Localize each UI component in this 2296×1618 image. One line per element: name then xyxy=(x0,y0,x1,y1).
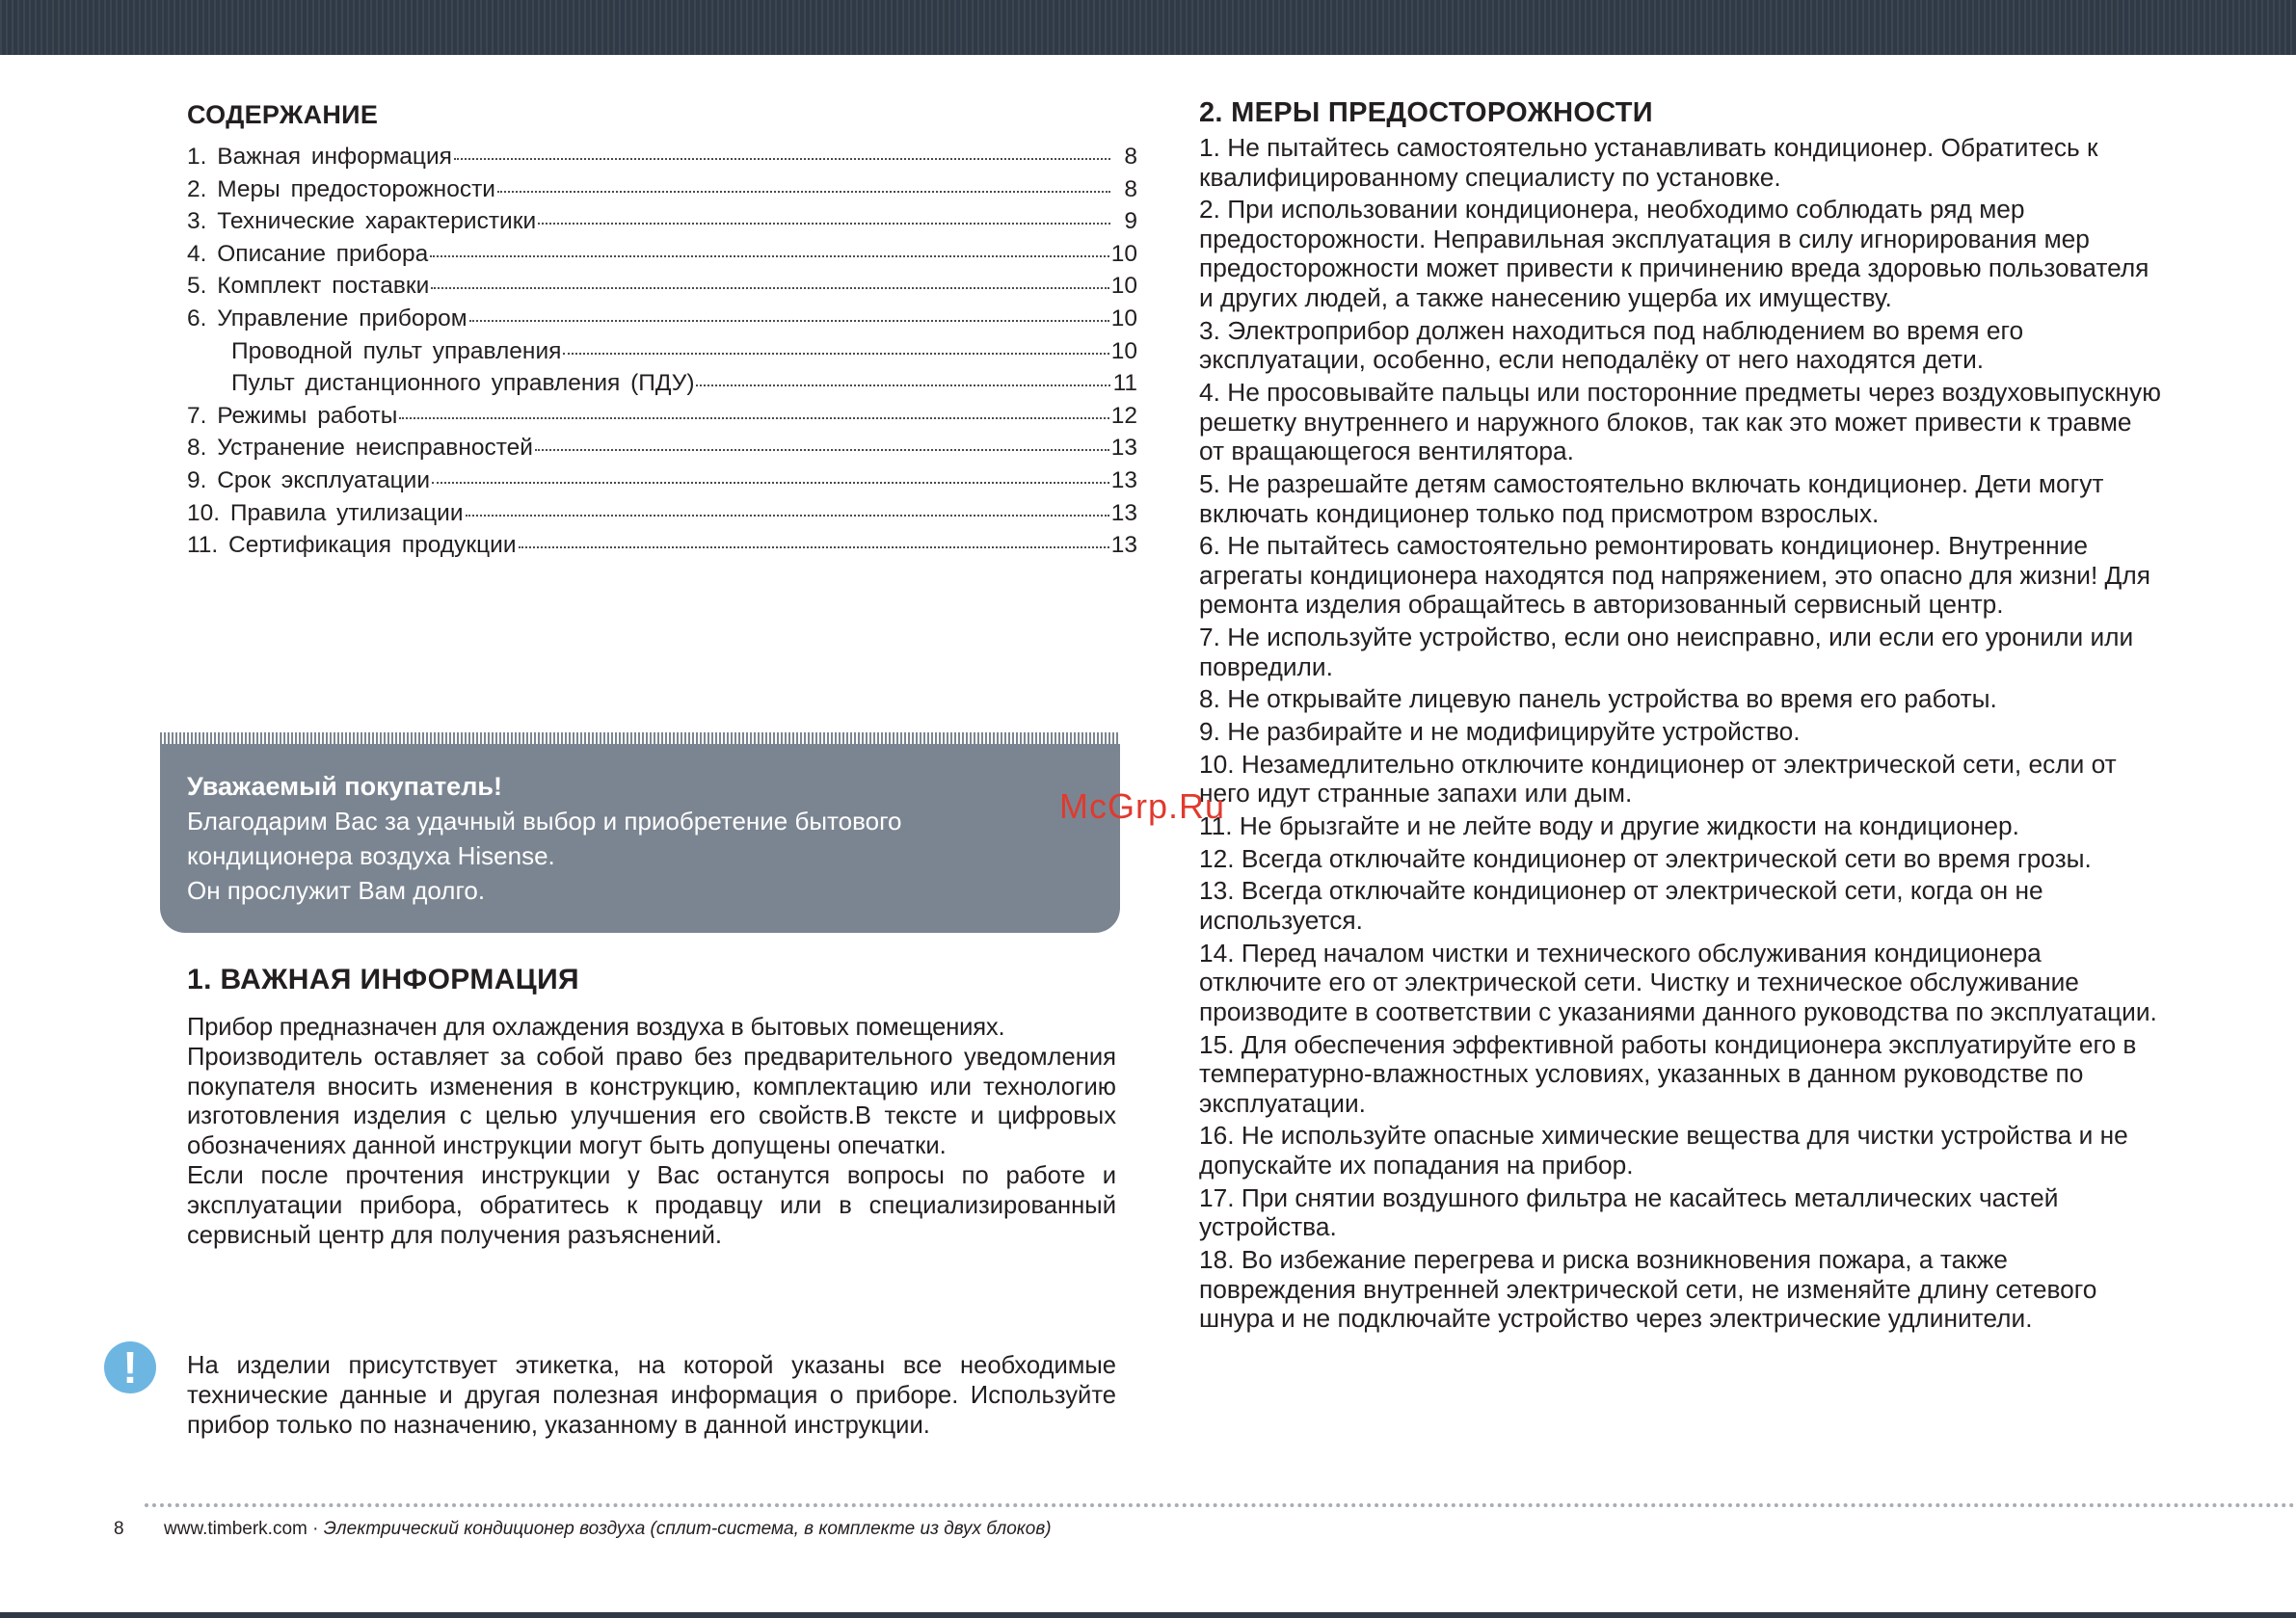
precaution-item: 14. Перед началом чистки и технического обслуживания кондиционера отключите его от электрической сети. Чистку и техническое обслуживание производите в соответствии с указаниями данного руководства по эксплуатации. xyxy=(1199,938,2157,1026)
toc-item[interactable] xyxy=(187,205,1137,238)
greeting-line: кондиционера воздуха Hisense. xyxy=(187,841,555,870)
toc-leader xyxy=(535,449,1109,451)
toc-item[interactable] xyxy=(187,497,1137,530)
precaution-item: 3. Электроприбор должен находиться под наблюдением во время его эксплуатации, особенно, если неподалёку от него находятся дети. xyxy=(1199,315,2024,375)
toc-item[interactable] xyxy=(187,432,1137,464)
notice-text: На изделии присутствует этикетка, на которой указаны все необходимые технические данные и другая полезная информация о приборе. Используйте прибор только по назначению, указанному в данной инструкции. xyxy=(187,1352,1116,1439)
section1-body xyxy=(187,1013,1116,1250)
section1-paragraph: Производитель оставляет за собой право без предварительного уведомления покупателя вносить изменения в конструкцию, комплектацию или технологию изготовления изделия с целью улучшения его свойств.В тексте и цифровых обозначениях данной инструкции могут быть допущены опечатки. xyxy=(187,1043,1116,1160)
precaution-item: 18. Во избежание перегрева и риска возникновения пожара, а также повреждения внутренней электрической сети, не изменяйте длину сетевого шнура и не подключайте устройство через электрические удлинители. xyxy=(1199,1244,2097,1334)
toc-item[interactable] xyxy=(187,400,1137,433)
toc-leader xyxy=(399,417,1108,419)
toc-list xyxy=(187,141,1137,562)
precaution-item: 8. Не открывайте лицевую панель устройства во время его работы. xyxy=(1199,684,1997,714)
toc-label: Проводной пульт управления xyxy=(231,337,562,364)
precaution-item: 12. Всегда отключайте кондиционер от электрической сети во время грозы. xyxy=(1199,843,2092,873)
precaution-item: 16. Не используйте опасные химические вещества для чистки устройства и не допускайте их попадания на прибор. xyxy=(1199,1121,2128,1180)
precaution-item: 11. Не брызгайте и не лейте воду и другие жидкости на кондиционер. xyxy=(1199,811,2019,840)
toc-leader xyxy=(497,191,1110,193)
exclamation-icon: ! xyxy=(104,1341,156,1393)
toc-label: 11. Сертификация продукции xyxy=(187,532,517,559)
toc-item[interactable] xyxy=(187,238,1137,271)
toc-leader xyxy=(696,385,1110,386)
precaution-item: 1. Не пытайтесь самостоятельно устанавливать кондиционер. Обратитесь к квалифицированному специалисту по установке. xyxy=(1199,133,2098,192)
precaution-item: 2. При использовании кондиционера, необходимо соблюдать ряд мер предосторожности. Неправильная эксплуатация в силу игнорирования мер предосторожности может привести к причинению вреда здоровью пользователя и других людей, а также нанесению ущерба их имуществу. xyxy=(1199,195,2149,313)
toc-leader xyxy=(563,353,1108,355)
toc-item[interactable] xyxy=(187,141,1137,173)
toc-item[interactable] xyxy=(187,303,1137,335)
toc-label: 2. Меры предосторожности xyxy=(187,175,495,202)
toc-label: 7. Режимы работы xyxy=(187,402,398,429)
greeting-line: Он прослужит Вам долго. xyxy=(187,876,486,905)
toc-label: 6. Управление прибором xyxy=(187,305,467,332)
toc-leader xyxy=(431,287,1108,289)
toc-page: 13 xyxy=(1110,532,1137,559)
toc-page: 9 xyxy=(1124,208,1137,235)
toc-item[interactable] xyxy=(187,529,1137,562)
toc-leader xyxy=(519,546,1109,548)
toc-label: Пульт дистанционного управления (ПДУ) xyxy=(231,370,695,397)
toc-leader xyxy=(454,158,1110,160)
footer-site-link[interactable]: www.timberk.com xyxy=(164,1519,307,1539)
toc-page: 8 xyxy=(1124,144,1137,170)
toc-label: 9. Срок эксплуатации xyxy=(187,466,431,493)
toc-leader xyxy=(538,223,1110,225)
footer-caption: Электрический кондиционер воздуха (сплит-система, в комплекте из двух блоков) xyxy=(323,1519,1052,1539)
section1-title: 1. ВАЖНАЯ ИНФОРМАЦИЯ xyxy=(187,964,580,995)
precaution-item: 4. Не просовывайте пальцы или посторонние предметы через воздуховыпускную решетку внутреннего и наружного блоков, так как это может привести к травме от вращающегося вентилятора. xyxy=(1199,378,2161,466)
toc-label: 5. Комплект поставки xyxy=(187,273,430,300)
precaution-item: 15. Для обеспечения эффективной работы кондиционера эксплуатируйте его в температурно-влажностных условиях, указанных в данном руководстве по эксплуатации. xyxy=(1199,1029,2137,1118)
precautions-list xyxy=(1199,133,2163,1337)
section1-paragraph: Если после прочтения инструкции у Вас останутся вопросы по работе и эксплуатации прибора, обратитесь к продавцу или в специализированный сервисный центр для получения разъяснений. xyxy=(187,1161,1116,1249)
footer-divider xyxy=(145,1503,2296,1507)
toc-leader xyxy=(466,515,1109,517)
toc-page: 11 xyxy=(1112,370,1137,397)
section2-title: 2. МЕРЫ ПРЕДОСТОРОЖНОСТИ xyxy=(1199,97,1653,128)
toc-page: 13 xyxy=(1110,466,1137,493)
toc-item[interactable] xyxy=(187,173,1137,206)
footer-text xyxy=(164,1519,1052,1540)
toc-leader xyxy=(469,320,1109,322)
toc-page: 8 xyxy=(1124,175,1137,202)
toc-label: 10. Правила утилизации xyxy=(187,499,464,526)
toc-subitem[interactable] xyxy=(187,367,1137,400)
greeting-line: Благодарим Вас за удачный выбор и приобретение бытового xyxy=(187,807,902,836)
toc-item[interactable] xyxy=(187,270,1137,303)
toc-label: 8. Устранение неисправностей xyxy=(187,435,533,462)
toc-page: 13 xyxy=(1110,435,1137,462)
toc-page: 12 xyxy=(1110,402,1137,429)
toc-label: 4. Описание прибора xyxy=(187,240,429,267)
precaution-item: 7. Не используйте устройство, если оно неисправно, или если его уронили или повредили. xyxy=(1199,623,2134,681)
footer-separator: · xyxy=(307,1519,324,1539)
toc-label: 1. Важная информация xyxy=(187,144,452,170)
toc-page: 10 xyxy=(1110,305,1137,332)
toc-leader xyxy=(430,255,1108,257)
toc-leader xyxy=(432,482,1109,484)
toc-subitem[interactable] xyxy=(187,335,1137,368)
toc-label: 3. Технические характеристики xyxy=(187,208,537,235)
greeting-box xyxy=(160,732,1120,933)
precaution-item: 13. Всегда отключайте кондиционер от электрической сети, когда он не используется. xyxy=(1199,876,2043,935)
toc-page: 10 xyxy=(1110,273,1137,300)
toc-page: 10 xyxy=(1110,337,1137,364)
toc-title: СОДЕРЖАНИЕ xyxy=(187,100,379,129)
greeting-title: Уважаемый покупатель! xyxy=(187,772,502,801)
precaution-item: 10. Незамедлительно отключите кондиционер от электрической сети, если от него идут странные запахи или дым. xyxy=(1199,749,2117,809)
precaution-item: 9. Не разбирайте и не модифицируйте устройство. xyxy=(1199,717,1801,747)
precaution-item: 6. Не пытайтесь самостоятельно ремонтировать кондиционер. Внутренние агрегаты кондиционера находятся под напряжением, это опасно для жизни! Для ремонта изделия обращайтесь в авторизованный сервисный центр. xyxy=(1199,531,2150,620)
precaution-item: 17. При снятии воздушного фильтра не касайтесь металлических частей устройства. xyxy=(1199,1182,2059,1242)
section1-paragraph: Прибор предназначен для охлаждения воздуха в бытовых помещениях. xyxy=(187,1014,1005,1041)
toc-page: 13 xyxy=(1110,499,1137,526)
top-bar xyxy=(0,0,2296,55)
page-number: 8 xyxy=(114,1519,124,1539)
precaution-item: 5. Не разрешайте детям самостоятельно включать кондиционер. Дети могут включать кондиционер только под присмотром взрослых. xyxy=(1199,468,2104,528)
bottom-bar xyxy=(0,1612,2296,1618)
toc-page: 10 xyxy=(1110,240,1137,267)
toc-item[interactable] xyxy=(187,464,1137,497)
watermark: McGrp.Ru xyxy=(1059,786,1226,826)
